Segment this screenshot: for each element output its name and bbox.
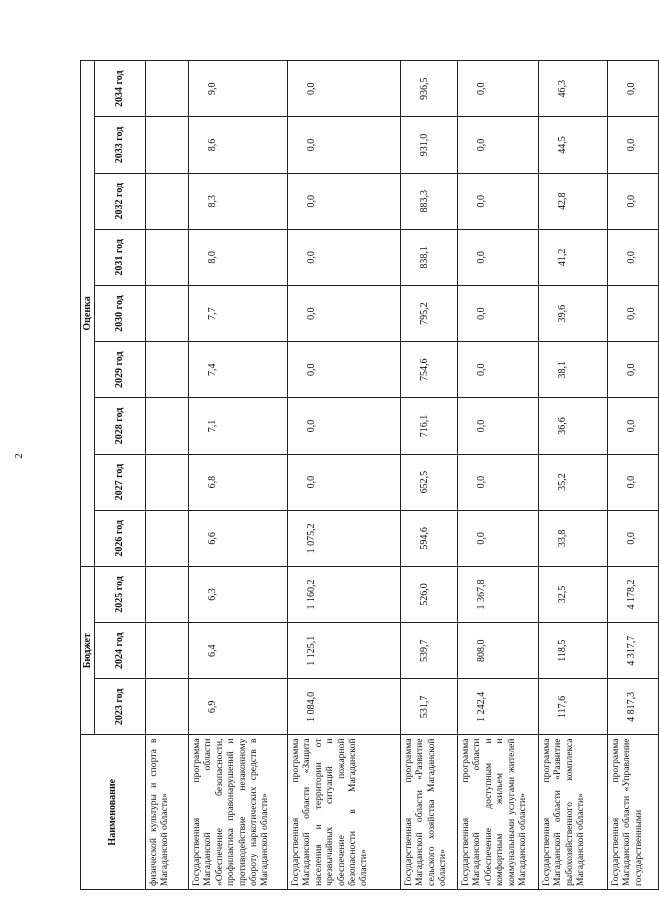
value-cell (146, 342, 189, 398)
value-cell: 795,2 (401, 285, 458, 341)
value-cell: 4 317,7 (608, 623, 659, 679)
value-cell: 0,0 (608, 342, 659, 398)
value-cell: 0,0 (458, 173, 539, 229)
value-cell: 7,7 (189, 285, 288, 341)
value-cell: 754,6 (401, 342, 458, 398)
value-cell: 0,0 (458, 510, 539, 566)
year-header: 2026 год (95, 510, 146, 566)
year-header: 2027 год (95, 454, 146, 510)
program-name-cell: Государственная программа Магаданской области «Развитие рыбохозяйственного комплекса Магаданской области» (539, 735, 608, 890)
table-row (608, 61, 659, 890)
value-cell: 35,2 (539, 454, 608, 510)
table-row (401, 61, 458, 890)
year-header: 2024 год (95, 623, 146, 679)
value-cell: 36,6 (539, 398, 608, 454)
year-header: 2034 год (95, 61, 146, 117)
value-cell: 42,8 (539, 173, 608, 229)
value-cell: 6,3 (189, 566, 288, 622)
page-number (11, 448, 27, 464)
value-cell: 4 817,3 (608, 679, 659, 735)
value-cell (146, 117, 189, 173)
value-cell: 0,0 (608, 285, 659, 341)
value-cell: 6,8 (189, 454, 288, 510)
table-row (146, 61, 189, 890)
value-cell (146, 566, 189, 622)
value-cell: 0,0 (458, 117, 539, 173)
value-cell: 117,6 (539, 679, 608, 735)
year-header: 2029 год (95, 342, 146, 398)
value-cell: 838,1 (401, 229, 458, 285)
value-cell: 6,6 (189, 510, 288, 566)
value-cell: 931,0 (401, 117, 458, 173)
year-header: 2031 год (95, 229, 146, 285)
value-cell: 1 084,0 (288, 679, 401, 735)
table-row (539, 61, 608, 890)
program-name-cell: Государственная программа Магаданской области «Развитие сельского хозяйства Магаданской области» (401, 735, 458, 890)
name-column-header: Наименование (81, 735, 146, 890)
year-header: 2023 год (95, 679, 146, 735)
budget-group-header: Бюджет (81, 566, 95, 735)
value-cell: 8,0 (189, 229, 288, 285)
value-cell: 8,3 (189, 173, 288, 229)
value-cell: 41,2 (539, 229, 608, 285)
value-cell: 0,0 (458, 285, 539, 341)
value-cell: 6,9 (189, 679, 288, 735)
value-cell (146, 229, 189, 285)
value-cell: 0,0 (608, 117, 659, 173)
year-header: 2032 год (95, 173, 146, 229)
value-cell: 7,4 (189, 342, 288, 398)
value-cell: 526,0 (401, 566, 458, 622)
value-cell: 808,0 (458, 623, 539, 679)
value-cell: 6,4 (189, 623, 288, 679)
value-cell (146, 623, 189, 679)
value-cell: 46,3 (539, 61, 608, 117)
program-name-cell: Государственная программа Магаданской области «Обеспечение доступным и комфортным жильем и коммунальными услугами жителей Магаданской области» (458, 735, 539, 890)
value-cell: 1 160,2 (288, 566, 401, 622)
value-cell: 38,1 (539, 342, 608, 398)
value-cell: 118,5 (539, 623, 608, 679)
value-cell: 0,0 (608, 229, 659, 285)
value-cell: 0,0 (458, 342, 539, 398)
value-cell (146, 679, 189, 735)
value-cell: 0,0 (608, 454, 659, 510)
value-cell: 716,1 (401, 398, 458, 454)
value-cell: 594,6 (401, 510, 458, 566)
value-cell: 39,6 (539, 285, 608, 341)
year-header: 2025 год (95, 566, 146, 622)
header-group-row (81, 61, 95, 890)
value-cell: 883,3 (401, 173, 458, 229)
value-cell: 936,5 (401, 61, 458, 117)
value-cell: 0,0 (288, 285, 401, 341)
value-cell: 1 075,2 (288, 510, 401, 566)
rotated-document (80, 60, 644, 890)
value-cell: 1 367,8 (458, 566, 539, 622)
estimate-group-header: Оценка (81, 61, 95, 567)
value-cell: 4 178,2 (608, 566, 659, 622)
value-cell: 0,0 (608, 173, 659, 229)
value-cell: 0,0 (458, 398, 539, 454)
page-number-text: 2 (13, 453, 25, 459)
value-cell: 0,0 (458, 454, 539, 510)
value-cell: 7,1 (189, 398, 288, 454)
program-name-cell: физической культуры и спорта в Магаданской области» (146, 735, 189, 890)
value-cell: 1 242,4 (458, 679, 539, 735)
value-cell (146, 510, 189, 566)
value-cell: 0,0 (608, 398, 659, 454)
program-name-cell: Государственная программа Магаданской области «Управление государственными (608, 735, 659, 890)
table-row (458, 61, 539, 890)
year-header: 2028 год (95, 398, 146, 454)
value-cell: 1 125,1 (288, 623, 401, 679)
value-cell: 8,6 (189, 117, 288, 173)
value-cell: 652,5 (401, 454, 458, 510)
table-row (288, 61, 401, 890)
value-cell: 0,0 (458, 61, 539, 117)
value-cell (146, 285, 189, 341)
value-cell: 0,0 (288, 61, 401, 117)
value-cell (146, 173, 189, 229)
value-cell: 539,7 (401, 623, 458, 679)
value-cell: 0,0 (288, 117, 401, 173)
program-name-cell: Государственная программа Магаданской области «Обеспечение безопасности, профилактика правонарушений и противодействие незаконному обороту наркотических средств в Магаданской области» (189, 735, 288, 890)
value-cell: 33,8 (539, 510, 608, 566)
value-cell: 32,5 (539, 566, 608, 622)
value-cell (146, 61, 189, 117)
value-cell (146, 398, 189, 454)
value-cell: 9,0 (189, 61, 288, 117)
value-cell: 0,0 (288, 342, 401, 398)
program-name-cell: Государственная программа Магаданской области «Защита населения и территории от чрезвычайных ситуаций и обеспечение пожарной безопасности в Магаданской области» (288, 735, 401, 890)
value-cell: 0,0 (458, 229, 539, 285)
value-cell: 0,0 (288, 398, 401, 454)
table-row (189, 61, 288, 890)
year-header: 2033 год (95, 117, 146, 173)
value-cell: 0,0 (608, 510, 659, 566)
value-cell: 0,0 (288, 173, 401, 229)
value-cell: 0,0 (288, 454, 401, 510)
year-header: 2030 год (95, 285, 146, 341)
budget-table (80, 60, 659, 890)
value-cell: 44,5 (539, 117, 608, 173)
value-cell (146, 454, 189, 510)
value-cell: 0,0 (288, 229, 401, 285)
value-cell: 0,0 (608, 61, 659, 117)
value-cell: 531,7 (401, 679, 458, 735)
